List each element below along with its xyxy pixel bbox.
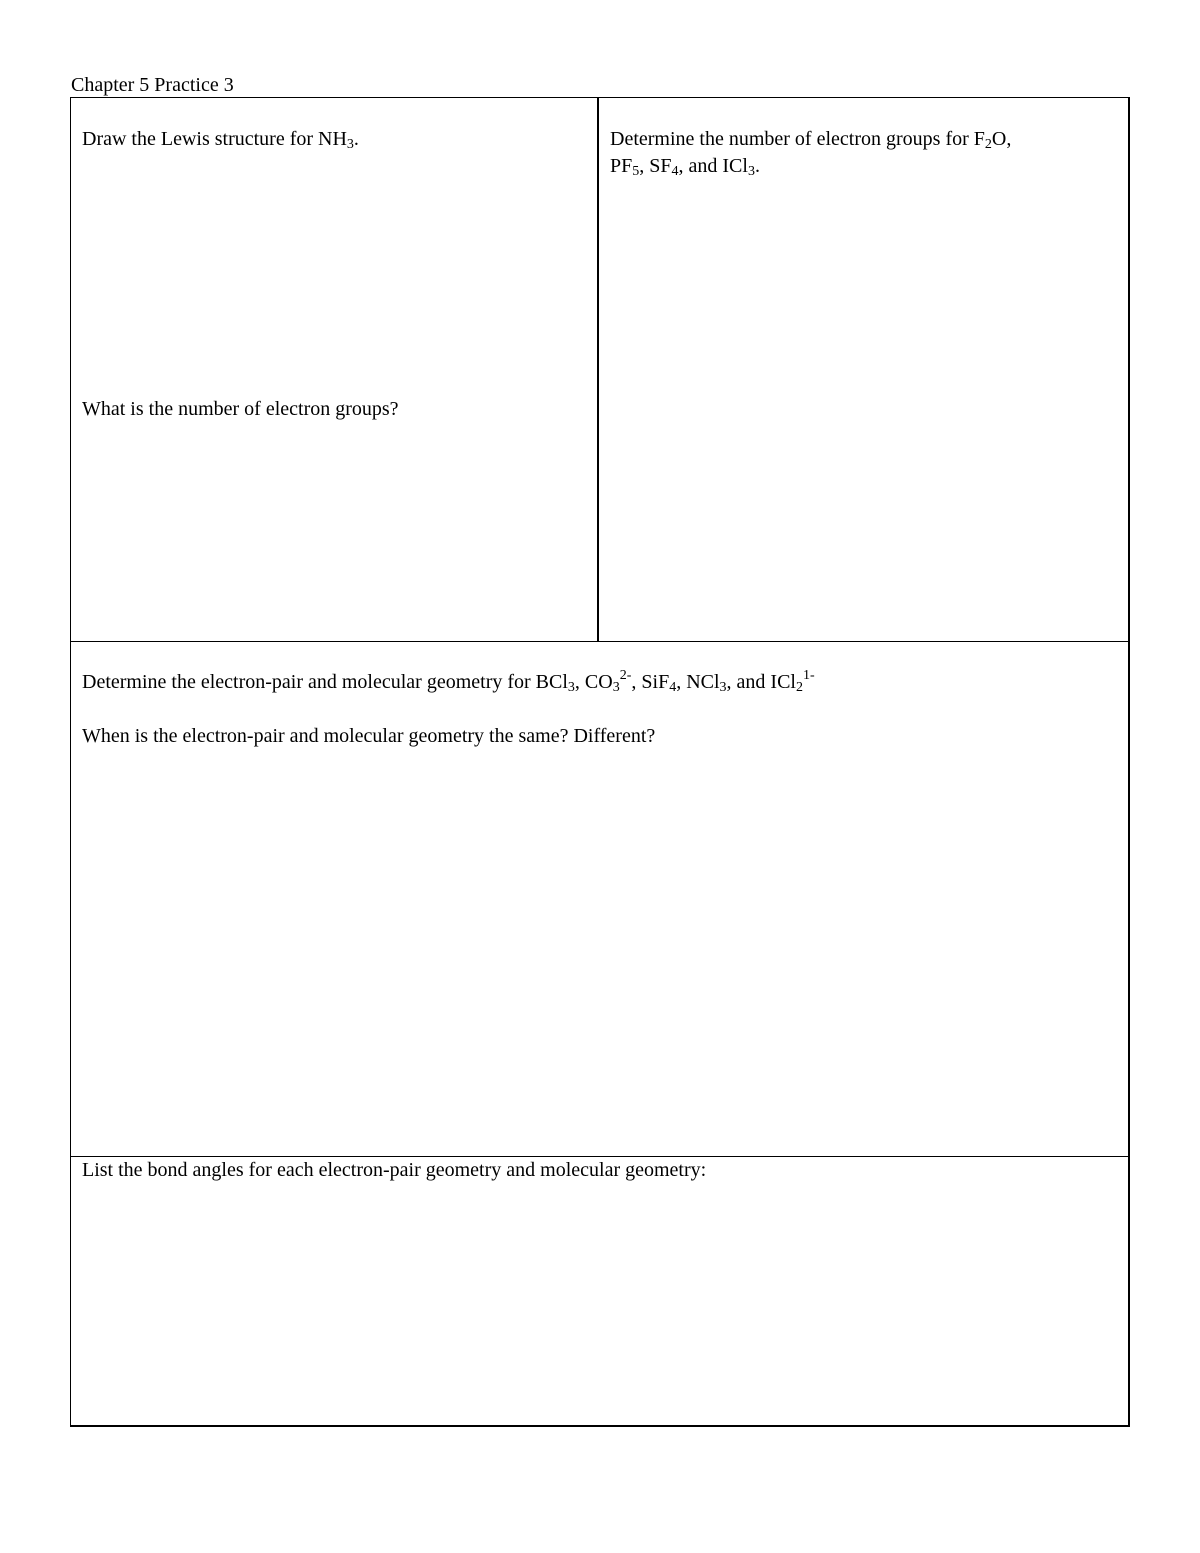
question-electron-groups-line2: $PF_5$, $SF_4$, and ICl$_3$. bbox=[610, 155, 760, 179]
worksheet-table bbox=[70, 97, 1130, 1427]
question-electron-groups-line1: Determine the number of electron groups for $F_2O$, bbox=[610, 128, 1012, 152]
question-cell-bond-angles bbox=[71, 1156, 1128, 1427]
question-bond-angles-prompt: List the bond angles for each electron-pair geometry and molecular geometry: bbox=[82, 1159, 707, 1181]
page-title: Chapter 5 Practice 3 bbox=[71, 74, 234, 96]
question-geometry-prompt: Determine the electron-pair and molecular geometry for BCl$_3$, $CO_3^{2-}$, SiF$_4$, NCl$_3$, and ICl$_2^{1-}$ bbox=[82, 668, 815, 695]
question-lewis-prompt: Draw the Lewis structure for $NH_3$. bbox=[82, 128, 359, 152]
question-cell-electron-groups bbox=[599, 98, 1128, 641]
question-cell-lewis-nh3 bbox=[71, 98, 599, 641]
question-cell-geometry bbox=[71, 641, 1128, 1156]
question-geometry-followup: When is the electron-pair and molecular geometry the same? Different? bbox=[82, 725, 656, 747]
question-electron-groups-followup: What is the number of electron groups? bbox=[82, 398, 399, 420]
